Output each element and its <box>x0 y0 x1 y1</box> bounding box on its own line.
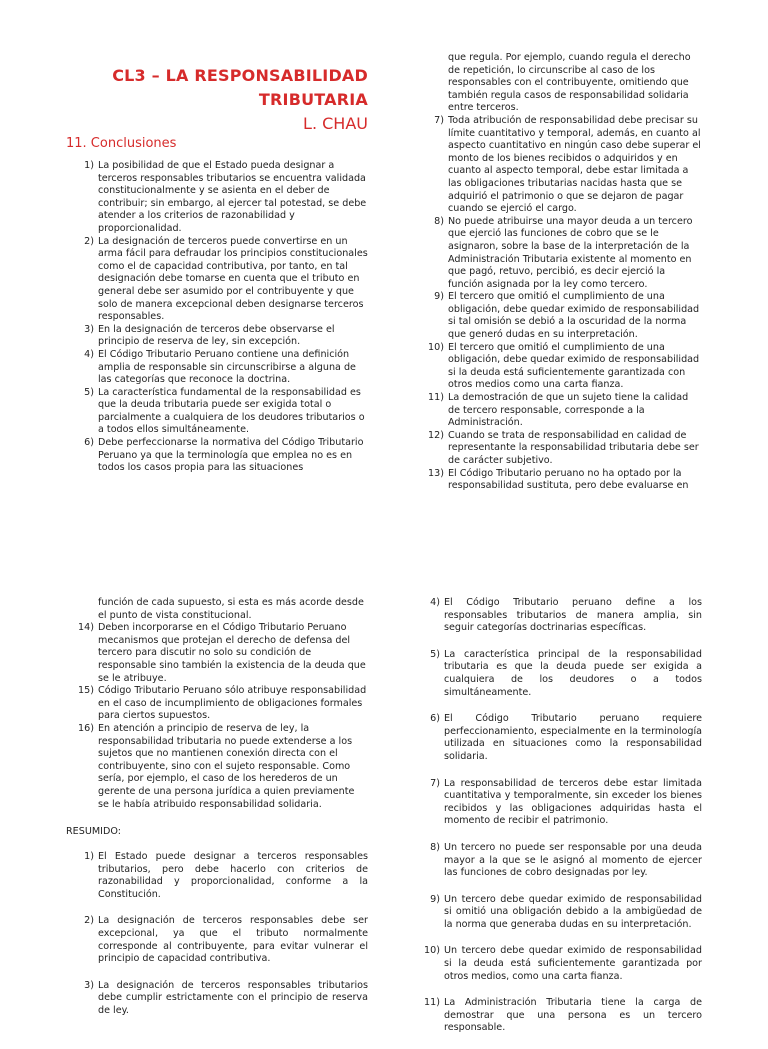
list-item-text: Un tercero debe quedar eximido de responsabilidad si omitió una obligación debido a la ambigüedad de la norma que generaba dudas en su interpretación. <box>444 893 702 930</box>
list-item-text: El Código Tributario Peruano contiene una definición amplia de responsable sin circunscribirse a alguna de las categorías que reconoce la doctrina. <box>98 348 356 386</box>
list-item-text: El Código Tributario peruano requiere perfeccionamiento, especialmente en la terminología utilizada en situaciones como la responsabilidad solidaria. <box>444 713 702 762</box>
list-item-text: Debe perfeccionarse la normativa del Código Tributario Peruano ya que la terminología que emplea no es en todos los casos propia para las situaciones <box>98 437 364 474</box>
list-item-number: 9) <box>430 893 440 905</box>
list-item-number: 7) <box>430 777 440 789</box>
list-item-text: La designación de terceros responsables tributarios debe cumplir estrictamente con el principio de reserva de ley. <box>98 979 368 1016</box>
list-item-number: 13) <box>428 467 444 479</box>
summary-label: RESUMIDO: <box>66 826 121 837</box>
list-item-number: 12) <box>428 429 444 441</box>
page1-right-column <box>416 52 702 493</box>
list-item-text: El Código Tributario peruano no ha optado por la responsabilidad sustituta, pero debe evaluarse en <box>448 467 689 492</box>
list-item <box>412 649 702 699</box>
list-item <box>416 430 702 468</box>
list-item <box>412 597 702 635</box>
list-item <box>66 685 368 723</box>
list-item-text: En atención a principio de reserva de ley, la responsabilidad tributaria no puede extenderse a los sujetos que no mantienen conexión directa con el contribuyente, sino con el sujeto responsable. Como sería, por ejemplo, el caso de los herederos de un gerente de una persona jurídica a quien previamente se le había atribuido responsabilidad solidaria. <box>98 722 355 810</box>
list-item-text: En la designación de terceros debe observarse el principio de reserva de ley, sin excepción. <box>98 323 335 348</box>
list-item-number: 16) <box>78 722 94 734</box>
list-item <box>66 437 368 475</box>
list-item-text: Toda atribución de responsabilidad debe precisar su límite cuantitativo y temporal, además, en cuanto al aspecto cuantitativo en ningún caso debe superar el monto de los bienes recibidos o adquiridos y en cuanto al aspecto temporal, debe estar limitada a las obligaciones tributarias nacidas hasta que se adquirió el patrimonio o que se dejaron de pagar cuando se ejerció el cargo. <box>448 114 701 215</box>
list-item-text: Cuando se trata de responsabilidad en calidad de representante la responsabilidad tributaria debe ser de carácter subjetivo. <box>448 429 699 466</box>
list-item-text: No puede atribuirse una mayor deuda a un tercero que ejerció las funciones de cobro que se le asignaron, sobre la base de la interpretación de la Administración Tributaria existente al momento en que pagó, retuvo, percibió, es decir ejerció la función asignada por la ley como tercero. <box>448 215 693 290</box>
list-item-text: Deben incorporarse en el Código Tributario Peruano mecanismos que protejan el derecho de defensa del tercero para discutir no solo su condición de responsable sino también la existencia de la deuda que se le atribuye. <box>98 622 366 684</box>
list-item <box>416 291 702 341</box>
list-item-number: 2) <box>84 915 94 927</box>
list-item <box>412 945 702 983</box>
page1-left-column <box>66 160 368 475</box>
list-item-text: La característica principal de la responsabilidad tributaria es que la deuda puede ser exigida a cualquiera de los deudores o a todos simultáneamente. <box>444 648 702 698</box>
list-item <box>412 713 702 763</box>
list-item-text: El tercero que omitió el cumplimiento de una obligación, debe quedar eximido de responsabilidad si tal omisión se debió a la oscuridad de la norma que generó dudas en su interpretación. <box>448 291 700 341</box>
list-item-text: La responsabilidad de terceros debe estar limitada cuantitativa y temporalmente, sin exceder los bienes recibidos y las obligaciones adquiridas hasta el momento de recibir el patrimonio. <box>444 777 702 827</box>
continuation-paragraph: que regula. Por ejemplo, cuando regula el derecho de repetición, lo circunscribe al caso de los responsables con el contribuyente, omitiendo que también regula casos de responsabilidad solidaria entre terceros. <box>448 52 691 114</box>
document-title-block <box>60 64 368 136</box>
list-item-number: 10) <box>428 341 444 353</box>
list-item <box>66 387 368 437</box>
list-item-text: La posibilidad de que el Estado pueda designar a terceros responsables tributarios se encuentra validada constitucionalmente y se asienta en el deber de contribuir; sin embargo, al ejercer tal potestad, se debe atender a los criterios de razonabilidad y proporcionalidad. <box>98 160 367 234</box>
list-item <box>416 115 702 216</box>
list-item-text: Un tercero debe quedar eximido de responsabilidad si la deuda está suficientemente garantizada por otros medios, como una carta fianza. <box>444 945 702 982</box>
list-item-number: 5) <box>430 648 440 660</box>
list-item <box>416 342 702 392</box>
list-item <box>66 236 368 324</box>
list-item-text: Un tercero no puede ser responsable por una deuda mayor a la que se le asignó al momento de ejercer las funciones de cobro designadas por ley. <box>444 841 702 879</box>
list-item <box>66 723 368 811</box>
summary-left-list <box>66 851 368 1032</box>
list-item <box>66 915 368 965</box>
list-item <box>412 778 702 828</box>
page2-left-list <box>66 622 368 811</box>
list-item-number: 5) <box>84 386 94 398</box>
list-item-text: La Administración Tributaria tiene la carga de demostrar que una persona es un tercero responsable. <box>444 997 702 1034</box>
continuation-paragraph: función de cada supuesto, si esta es más acorde desde el punto de vista constitucional. <box>98 597 364 621</box>
list-item-number: 6) <box>430 713 440 725</box>
list-item <box>66 980 368 1018</box>
list-item-text: Código Tributario Peruano sólo atribuye responsabilidad en el caso de incumplimiento de obligaciones formales para ciertos supuestos. <box>98 685 367 722</box>
list-item-number: 4) <box>430 597 440 608</box>
summary-right-list <box>412 597 702 1049</box>
document-author: L. CHAU <box>303 114 368 133</box>
list-item <box>416 216 702 292</box>
list-item <box>412 997 702 1035</box>
list-item <box>66 349 368 387</box>
page1-right-list <box>416 115 702 493</box>
list-item <box>66 622 368 685</box>
list-item-text: El tercero que omitió el cumplimiento de una obligación, debe quedar eximido de responsabilidad si la deuda está suficientemente garantizada con otros medios como una carta fianza. <box>448 341 700 391</box>
list-item-number: 7) <box>434 114 444 126</box>
list-item-number: 6) <box>84 437 94 449</box>
list-item-number: 8) <box>434 215 444 227</box>
list-item <box>416 392 702 430</box>
list-item-number: 11) <box>424 997 440 1009</box>
list-item-number: 1) <box>84 851 94 862</box>
list-item <box>416 468 702 493</box>
page2-left-column <box>66 597 368 811</box>
list-item-text: La designación de terceros puede convertirse en un arma fácil para defraudar los principios constitucionales como el de capacidad contributiva, por tanto, en tal designación debe tomarse en cuenta que el tributo en general debe ser asumido por el contribuyente y que solo de manera excepcional deben designarse terceros responsables. <box>98 235 368 323</box>
list-item-number: 14) <box>78 622 94 634</box>
list-item <box>412 894 702 932</box>
list-item-number: 10) <box>424 945 440 957</box>
list-item-number: 2) <box>84 235 94 247</box>
list-item <box>412 842 702 880</box>
list-item-text: La designación de terceros responsables debe ser excepcional, ya que el tributo normalmente corresponde al contribuyente, para evitar vulnerar el principio de capacidad contributiva. <box>98 915 368 965</box>
list-item-number: 3) <box>84 323 94 335</box>
section-heading: 11. Conclusiones <box>66 136 177 151</box>
list-item-text: El Estado puede designar a terceros responsables tributarios, pero debe hacerlo con criterios de razonabilidad y proporcionalidad, conforme a la Constitución. <box>98 851 368 900</box>
list-item <box>66 851 368 901</box>
list-item-number: 4) <box>84 348 94 360</box>
list-item <box>66 324 368 349</box>
list-item-number: 15) <box>78 685 94 697</box>
list-item-number: 1) <box>84 160 94 171</box>
list-item-text: La demostración de que un sujeto tiene la calidad de tercero responsable, corresponde a la Administración. <box>448 392 689 429</box>
list-item-number: 11) <box>428 392 444 404</box>
list-item-text: El Código Tributario peruano define a los responsables tributarios de manera amplia, sin seguir categorías doctrinarias específicas. <box>444 597 702 634</box>
list-item-text: La característica fundamental de la responsabilidad es que la deuda tributaria puede ser exigida total o parcialmente a cualquiera de los deudores tributarios o a todos ellos simultáneamente. <box>98 386 365 436</box>
list-item-number: 3) <box>84 979 94 991</box>
document-title-line-1: CL3 – LA RESPONSABILIDAD <box>112 66 368 85</box>
document-title-line-2: TRIBUTARIA <box>258 90 368 109</box>
list-item-number: 8) <box>430 841 440 853</box>
list-item <box>66 160 368 236</box>
list-item-number: 9) <box>434 291 444 303</box>
